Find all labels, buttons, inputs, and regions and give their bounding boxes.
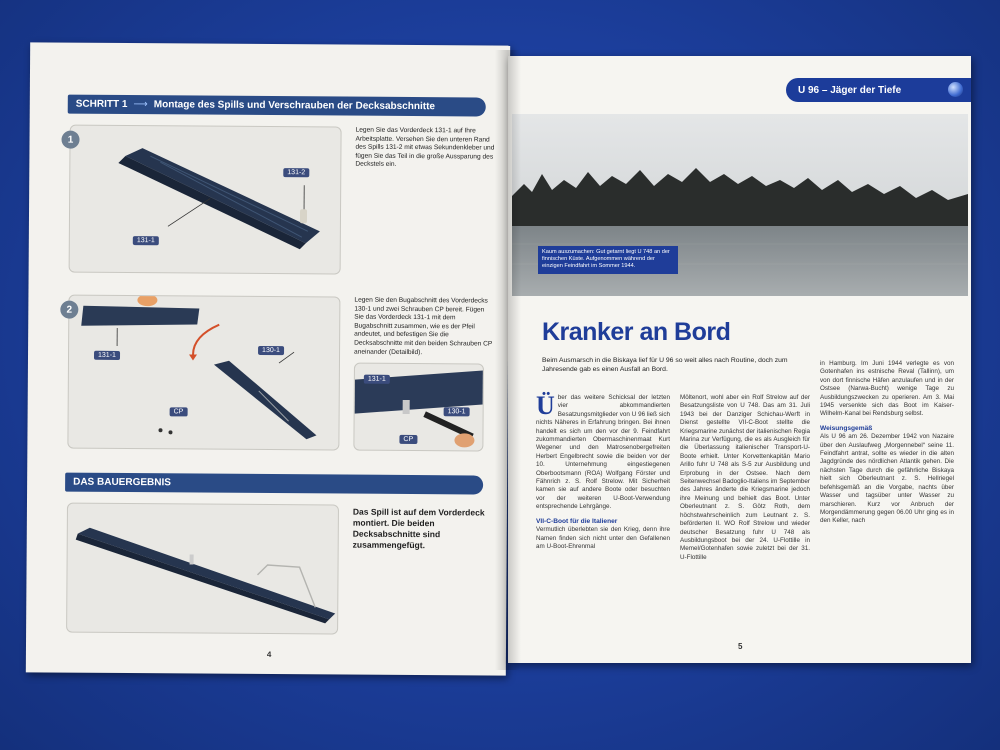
part-label-131-1-b: 131-1 <box>94 351 120 360</box>
part-label-131-2: 131-2 <box>283 168 309 177</box>
column-3-text-2: Als U 96 am 26. Dezember 1942 von Nazaire über den Auslaufweg „Morgennebel“ seine 11. Feindfahrt antrat, sollte es wieder in die alten Jagdgründe des nördlichen Atlantik gehen. Die nächsten Tage durch die gefährliche Biskaya hielt sich Oberleutnant z. S. Hellriegel befehlsgemäß an die Vorgabe, nachts über Wasser und tagsüber unter Wasser zu marschieren. Kurz vor Anbruch der Morgendämmerung gegen 06.00 Uhr ging es in den Keller, nach <box>820 433 954 525</box>
left-page <box>26 42 510 675</box>
step1-title: Montage des Spills und Verschrauben der Decksabschnitte <box>153 99 436 113</box>
article-column-1 <box>536 391 670 551</box>
chapter-title: U 96 – Jäger der Tiefe <box>798 84 902 96</box>
part-label-cp: CP <box>170 407 188 416</box>
column-1-subhead: VII-C-Boot für die Italiener <box>536 517 618 525</box>
part-label-131-1: 131-1 <box>133 236 159 245</box>
step-number-1: 1 <box>61 131 79 149</box>
step1-header <box>68 95 486 117</box>
detail-label-130-1: 130-1 <box>444 407 470 416</box>
result-header <box>65 473 483 495</box>
column-1-text: ber das weitere Schicksal der letzten vier abkommandierten Besatzungsmitglieder von U 96 ließ sich nichts Näheres in Erfahrung bringen. Bei ihnen handelt es sich um den vor der 9. Feindfahrt zukommandierten Obermaschinenmaat Kurt Wegener und den Matrosenobergefreiten Herbert Engelbrecht sowie die beiden vor der 10. Unternehmung eingestiegenen Oberbootsmann (ROA) Wolfgang Förster und Fähnrich z. S. Rolf Strelow. Mit Sicherheit kamen sie auf andere Boote oder besuchten vor der weiteren U-Boot-Verwendung entsprechende Lehrgänge. <box>536 394 670 511</box>
detail-label-cp: CP <box>399 435 417 444</box>
photo-caption: Kaum auszumachen: Gut getarnt liegt U 748 an der finnischen Küste. Aufgenommen während der einzigen Feindfahrt im Sommer 1944. <box>538 246 678 274</box>
photo-step1 <box>69 125 342 275</box>
bow-section-illustration <box>68 296 339 450</box>
part-label-130-1: 130-1 <box>258 346 284 355</box>
step-number-2: 2 <box>60 301 78 319</box>
page-number-left: 4 <box>266 649 272 660</box>
page-number-right: 5 <box>738 642 743 651</box>
assembled-deck-illustration <box>67 504 338 634</box>
article-column-2 <box>680 394 810 562</box>
right-page <box>508 56 971 663</box>
result-text: Das Spill ist auf dem Vorderdeck montiert. Die beiden Decksabschnitte sind zusammengefügt. <box>352 506 485 551</box>
column-2-text: Möltenort, wohl aber ein Rolf Strelow auf der Besatzungsliste von U 748. Das am 31. Juli 1943 bei der Danziger Schichau-Werft in Dienst gestellte VII-C-Boot stellte die Kriegsmarine zunächst der italienischen Regia Marina zur Verfügung, die es als Ausgleich für die Überlassung italienischer Transport-U-Boote erhielt. Unter Korvettenkapitän Mario Arillo fuhr U 748 als S-5 zur Ausbildung und Erprobung in der Ostsee. Nach dem Seitenwechsel Badoglio-Italiens im September des Jahres änderte die Kriegsmarine jedoch ihre Meinung und behielt das Boot. Unter Oberleutnant z. S. Götz Roth, dem höchstwahrscheinlich zum Leutnant z. S. beförderten II. WO Rolf Strelow und wieder deutscher Besatzung fuhr U 748 als Ausbildungsboot bei der 24. U-Flottille in Memel/Gotenhafen sowie zuletzt bei der 31. U-Flottille <box>680 394 810 561</box>
column-1-text-2: Vermutlich überlebten sie den Krieg, denn ihre Namen finden sich nicht unter den Gefallenen am U-Boot-Ehrenmal <box>536 526 670 550</box>
article-lead: Beim Ausmarsch in die Biskaya lief für U 96 so weit alles nach Routine, doch zum Jahresende gab es einen Ausfall an Bord. <box>542 357 788 373</box>
article-headline: Kranker an Bord <box>542 318 731 346</box>
photo-result <box>66 503 339 635</box>
column-3-text: in Hamburg. Im Juni 1944 verlegte es von Gotenhafen ins estnische Reval (Tallinn), um von dort finnische Häfen anzulaufen und in der Ostsee (Narwa-Bucht) wenige Tage zu Ausbildungszwecken zu operieren. Am 3. Mai 1945 versenkte sich das Boot im Kaiser-Wilhelm-Kanal bei Rendsburg selbst. <box>820 360 954 418</box>
photo-step2 <box>67 295 340 451</box>
globe-icon <box>948 82 963 97</box>
deck-part-illustration <box>70 126 341 274</box>
step2-instruction: Legen Sie den Bugabschnitt des Vorderdecks 130-1 und zwei Schrauben CP bereit. Fügen Sie das Vorderdeck 131-1 mit dem Bugabschnitt zusammen, wie es der Pfeil andeutet, und befestigen Sie die Decksabschnitte mit den beiden Schrauben CP aneinander (Detailbild). <box>354 296 493 356</box>
chapter-tab <box>786 78 971 102</box>
article-column-3 <box>820 360 954 526</box>
detail-label-131-1: 131-1 <box>364 375 390 384</box>
drop-cap: Ü <box>536 391 555 420</box>
column-3-subhead: Weisungsgemäß <box>820 424 873 432</box>
arrow-icon: ⟶ <box>133 99 148 111</box>
result-label: DAS BAUERGEBNIS <box>73 476 171 489</box>
step1-label: SCHRITT 1 <box>75 98 128 111</box>
step1-instruction: Legen Sie das Vorderdeck 131-1 auf Ihre Arbeitsplatte. Versehen Sie den unteren Rand des Spills 131-2 mit etwas Sekundenkleber und fügen Sie das Teil in die große Aussparung des Deckstels ein. <box>355 126 495 169</box>
book-gutter <box>495 50 521 670</box>
